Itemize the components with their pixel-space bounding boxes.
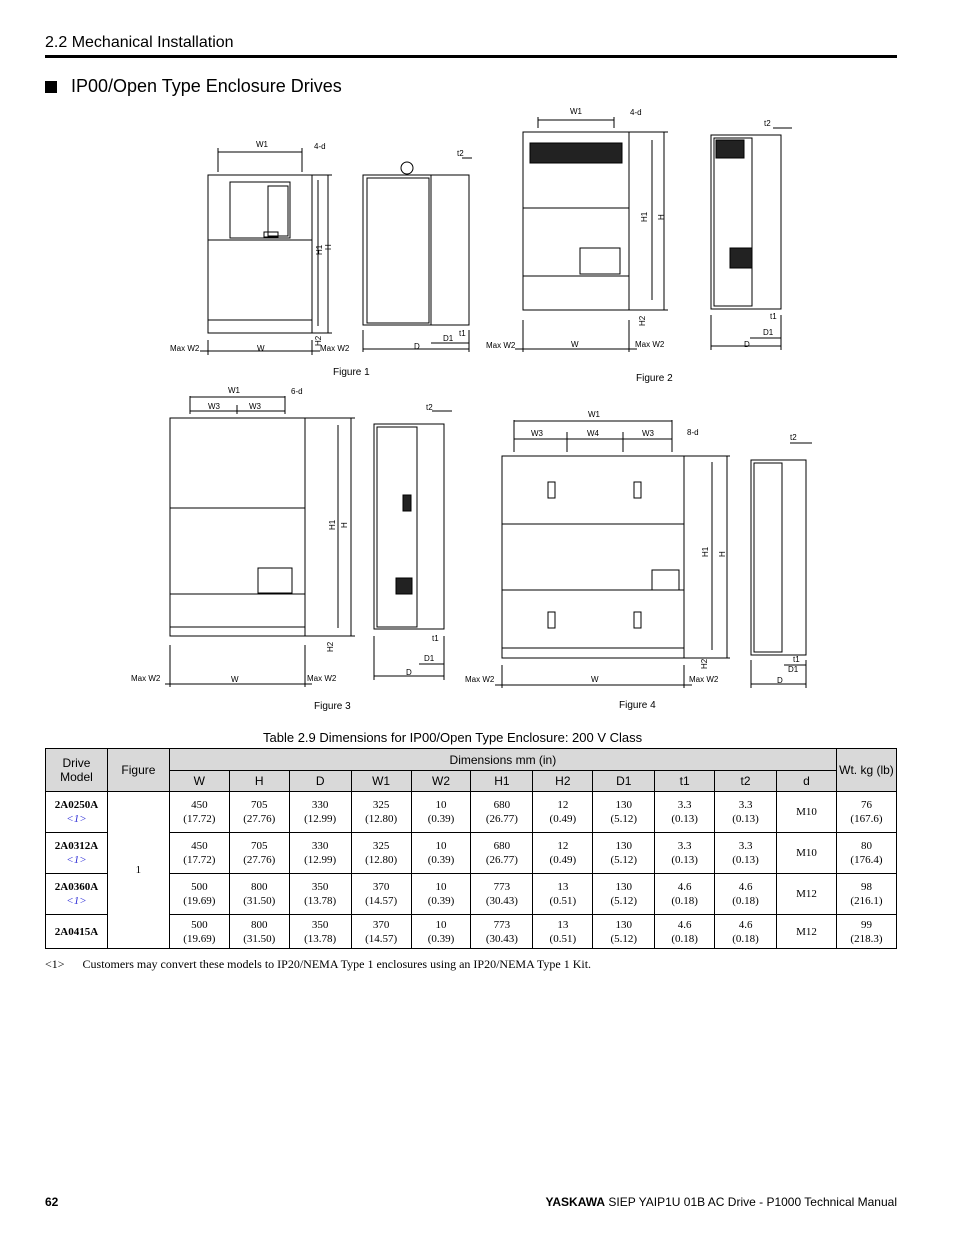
footnote: [45, 957, 591, 972]
header-figure: Figure: [107, 749, 169, 792]
dimension-mm: 800: [251, 918, 268, 931]
dimension-in: (13.78): [304, 895, 337, 907]
drive-model: 2A0360A: [54, 881, 99, 893]
fig2-maxw2-right: Max W2: [635, 340, 665, 349]
dimension-mm: 3.3: [738, 799, 753, 811]
dimension-in: (31.50): [243, 932, 276, 945]
dimension-mm: 13: [557, 881, 569, 893]
dimension-in: (5.12): [610, 854, 638, 866]
drive-model: 2A0312A: [54, 840, 99, 852]
dimension-mm: 370: [372, 918, 390, 931]
header-t1: t1: [655, 771, 715, 792]
dimension-in: (0.49): [549, 854, 577, 866]
header-w1: W1: [351, 771, 411, 792]
header-dimensions: Dimensions mm (in): [169, 749, 836, 771]
fig3-h-label: H: [340, 522, 349, 528]
fig1-t1-label: t1: [459, 329, 466, 338]
fig3-w3-left: W3: [208, 402, 220, 411]
dimension-cell: [169, 874, 229, 915]
fig2-w1-label: W1: [570, 107, 582, 116]
dimension-cell: [471, 874, 533, 915]
dimension-in: (26.77): [485, 813, 518, 825]
dimension-cell: [351, 915, 411, 949]
dimension-in: (0.18): [732, 895, 759, 907]
fig4-d1-label: D1: [788, 665, 799, 674]
bolt-size-cell: M12: [777, 915, 837, 949]
fig4-h-label: H: [718, 551, 727, 557]
dimension-cell: [655, 833, 715, 874]
dimension-cell: [533, 833, 593, 874]
dimension-cell: [289, 874, 351, 915]
fig2-maxw2-left: Max W2: [486, 341, 516, 350]
dimension-in: (0.49): [549, 813, 577, 825]
dimension-in: (5.12): [610, 813, 638, 825]
drive-model: 2A0250A: [54, 799, 99, 811]
dimension-in: (17.72): [183, 813, 216, 825]
weight-lb: (218.3): [850, 932, 883, 945]
dimension-cell: [533, 792, 593, 833]
fig3-d1-label: D1: [424, 654, 435, 663]
dimension-mm: 325: [372, 840, 390, 852]
dimension-in: (0.13): [671, 813, 698, 825]
dimension-in: (0.18): [671, 932, 698, 945]
dimension-mm: 130: [615, 799, 632, 811]
fig2-4d-label: 4-d: [630, 108, 642, 117]
dimension-cell: [411, 792, 471, 833]
dimension-mm: 10: [435, 799, 447, 811]
page-number: 62: [45, 1195, 59, 1209]
fig1-h-label: H: [324, 244, 333, 250]
fig3-t1-label: t1: [432, 634, 439, 643]
fig3-d-label: D: [406, 668, 412, 677]
fig1-maxw2-left: Max W2: [170, 344, 200, 353]
dimension-mm: 773: [493, 918, 511, 931]
dimension-cell: [655, 874, 715, 915]
figure-2-caption: Figure 2: [636, 373, 673, 384]
fig2-t1-label: t1: [770, 312, 777, 321]
model-note-link[interactable]: <1>: [66, 895, 87, 907]
dimension-mm: 773: [493, 881, 511, 893]
dimension-in: (5.12): [610, 932, 638, 945]
header-d: D: [289, 771, 351, 792]
dimension-cell: [715, 833, 777, 874]
fig3-w-label: W: [231, 675, 239, 684]
fig4-h1-label: H1: [701, 546, 710, 557]
fig3-maxw2-left: Max W2: [131, 674, 161, 683]
table-caption: Table 2.9 Dimensions for IP00/Open Type Enclosure: 200 V Class: [263, 730, 643, 745]
table-row: [46, 874, 897, 915]
dimension-in: (0.39): [427, 813, 455, 825]
figure-1-drawing: [200, 148, 472, 355]
dimension-cell: [471, 915, 533, 949]
figure-3-drawing: [165, 396, 452, 687]
dimension-in: (0.39): [427, 895, 455, 907]
dimension-mm: 450: [191, 840, 208, 852]
dimension-cell: [715, 874, 777, 915]
dimension-mm: 130: [615, 881, 632, 893]
dimension-cell: [411, 833, 471, 874]
dimension-mm: 350: [311, 918, 329, 931]
dimension-cell: [411, 915, 471, 949]
dimension-cell: [351, 792, 411, 833]
footer-brand: YASKAWA: [545, 1195, 606, 1209]
dimension-cell: [533, 874, 593, 915]
dimension-mm: 680: [493, 840, 511, 852]
section-title: 2.2 Mechanical Installation: [45, 34, 234, 51]
dimension-mm: 4.6: [677, 881, 692, 893]
weight-cell: [836, 874, 896, 915]
dimension-mm: 10: [435, 840, 447, 852]
fig4-w1-label: W1: [588, 410, 600, 419]
dimension-in: (5.12): [610, 895, 638, 907]
fig3-h1-label: H1: [328, 519, 337, 530]
dimension-cell: [715, 915, 777, 949]
fig4-d-label: D: [777, 676, 783, 685]
fig2-d-label: D: [744, 340, 750, 349]
dimension-in: (14.57): [365, 932, 398, 945]
fig4-t1-label: t1: [793, 655, 800, 664]
dimension-mm: 370: [372, 881, 390, 893]
dimension-mm: 4.6: [738, 881, 753, 893]
bolt-size-cell: M10: [777, 792, 837, 833]
dimension-in: (19.69): [183, 932, 216, 945]
header-w2: W2: [411, 771, 471, 792]
fig1-w1-label: W1: [256, 140, 268, 149]
dimension-in: (27.76): [243, 813, 276, 825]
dimension-in: (0.39): [427, 932, 455, 945]
fig3-t2-label: t2: [426, 403, 433, 412]
fig4-w3-left: W3: [531, 429, 543, 438]
fig4-maxw2-left: Max W2: [465, 675, 495, 684]
table-row: [46, 915, 897, 949]
dimension-cell: [229, 915, 289, 949]
weight-cell: [836, 833, 896, 874]
dimension-mm: 800: [251, 881, 268, 893]
dimension-mm: 3.3: [738, 840, 753, 852]
weight-kg: 99: [860, 918, 872, 931]
dimension-in: (13.78): [304, 932, 337, 945]
fig4-w3-right: W3: [642, 429, 654, 438]
fig3-w1-label: W1: [228, 386, 240, 395]
dimension-cell: [655, 915, 715, 949]
fig4-8d-label: 8-d: [687, 428, 699, 437]
dimension-mm: 4.6: [738, 918, 753, 931]
fig2-d1-label: D1: [763, 328, 774, 337]
dimension-in: (30.43): [485, 895, 518, 907]
dimension-in: (30.43): [485, 932, 518, 945]
drive-model-cell: [46, 792, 108, 833]
dimension-in: (12.80): [365, 813, 398, 825]
header-t2: t2: [715, 771, 777, 792]
weight-cell: [836, 915, 896, 949]
weight-kg: 98: [860, 881, 872, 893]
fig2-t2-label: t2: [764, 119, 771, 128]
dimension-cell: [351, 874, 411, 915]
dimension-mm: 330: [311, 840, 329, 852]
dimension-mm: 500: [191, 918, 208, 931]
dimension-in: (0.18): [732, 932, 759, 945]
figure-3-caption: Figure 3: [314, 701, 351, 712]
dimension-cell: [593, 874, 655, 915]
fig1-d1-label: D1: [443, 334, 454, 343]
dimension-mm: 12: [557, 840, 569, 852]
fig4-maxw2-right: Max W2: [689, 675, 719, 684]
dimension-cell: [655, 792, 715, 833]
dimension-in: (0.13): [732, 813, 759, 825]
dimension-in: (26.77): [485, 854, 518, 866]
header-drive-model: Drive Model: [46, 749, 108, 792]
subsection-title-text: IP00/Open Type Enclosure Drives: [71, 76, 342, 96]
dimension-mm: 350: [311, 881, 329, 893]
fig2-h-label: H: [657, 214, 666, 220]
weight-lb: (216.1): [850, 895, 883, 907]
dimension-mm: 3.3: [677, 799, 692, 811]
figure-4-drawing: [495, 420, 812, 688]
dimension-cell: [289, 833, 351, 874]
dimension-in: (12.99): [304, 813, 337, 825]
model-note-link[interactable]: <1>: [66, 854, 87, 866]
header-bolt-d: d: [777, 771, 837, 792]
header-h2: H2: [533, 771, 593, 792]
dimension-in: (0.51): [549, 895, 577, 907]
dimension-mm: 450: [191, 799, 208, 811]
dimension-mm: 500: [191, 881, 208, 893]
dimension-mm: 10: [435, 881, 447, 893]
fig2-h2-label: H2: [638, 315, 647, 326]
fig1-maxw2-right: Max W2: [320, 344, 350, 353]
dimension-cell: [229, 833, 289, 874]
drive-model-cell: [46, 874, 108, 915]
dimension-in: (17.72): [183, 854, 216, 866]
dimension-mm: 13: [557, 918, 569, 931]
drive-model-cell: [46, 915, 108, 949]
dimension-cell: [169, 792, 229, 833]
dimension-mm: 10: [435, 918, 447, 931]
dimension-cell: [471, 792, 533, 833]
dimension-in: (0.13): [671, 854, 698, 866]
dimension-mm: 4.6: [677, 918, 692, 931]
dimension-mm: 325: [372, 799, 390, 811]
dimension-in: (12.99): [304, 854, 337, 866]
weight-lb: (167.6): [850, 813, 883, 825]
fig3-maxw2-right: Max W2: [307, 674, 337, 683]
dimension-in: (12.80): [365, 854, 398, 866]
dimension-cell: [593, 915, 655, 949]
dimension-cell: [593, 833, 655, 874]
dimension-mm: 12: [557, 799, 569, 811]
figure-cell: 1: [107, 792, 169, 949]
dimension-cell: [289, 915, 351, 949]
fig4-t2-label: t2: [790, 433, 797, 442]
fig1-h1-label: H1: [315, 244, 324, 255]
weight-cell: [836, 792, 896, 833]
dimension-cell: [229, 874, 289, 915]
figure-1-caption: Figure 1: [333, 367, 370, 378]
fig4-h2-label: H2: [700, 658, 709, 669]
dimension-in: (31.50): [243, 895, 276, 907]
fig3-w3-right: W3: [249, 402, 261, 411]
footnote-text: Customers may convert these models to IP20/NEMA Type 1 enclosures using an IP20/NEMA Type 1 Kit.: [82, 957, 592, 971]
header-weight: Wt. kg (lb): [836, 749, 896, 792]
header-d1: D1: [593, 771, 655, 792]
footnote-mark: <1>: [45, 957, 65, 971]
dimensions-table: [45, 748, 897, 949]
drive-model: 2A0415A: [54, 925, 99, 938]
footer-manual-title: SIEP YAIP1U 01B AC Drive - P1000 Technical Manual: [608, 1195, 897, 1209]
weight-lb: (176.4): [850, 854, 883, 866]
dimension-mm: 330: [311, 799, 329, 811]
dimension-cell: [351, 833, 411, 874]
fig4-w4-label: W4: [587, 429, 599, 438]
dimension-mm: 680: [493, 799, 511, 811]
fig1-w-label: W: [257, 344, 265, 353]
dimension-cell: [289, 792, 351, 833]
dimension-in: (0.51): [549, 932, 577, 945]
dimension-cell: [471, 833, 533, 874]
fig3-6d-label: 6-d: [291, 387, 303, 396]
dimension-mm: 3.3: [677, 840, 692, 852]
weight-kg: 80: [860, 840, 872, 852]
dimension-mm: 705: [251, 840, 268, 852]
table-row: [46, 833, 897, 874]
fig1-4d-label: 4-d: [314, 142, 326, 151]
weight-kg: 76: [860, 799, 872, 811]
dimension-mm: 705: [251, 799, 268, 811]
fig1-d-label: D: [414, 342, 420, 351]
dimension-mm: 130: [615, 918, 632, 931]
fig3-h2-label: H2: [326, 641, 335, 652]
drive-model-cell: [46, 833, 108, 874]
dimension-cell: [715, 792, 777, 833]
header-h: H: [229, 771, 289, 792]
figure-2-drawing: [515, 117, 792, 352]
dimension-cell: [229, 792, 289, 833]
dimension-cell: [593, 792, 655, 833]
fig1-h2-label: H2: [314, 335, 323, 346]
dimension-cell: [169, 833, 229, 874]
dimension-in: (27.76): [243, 854, 276, 866]
bolt-size-cell: M12: [777, 874, 837, 915]
table-body: [46, 792, 897, 949]
fig2-w-label: W: [571, 340, 579, 349]
dimension-mm: 130: [615, 840, 632, 852]
dimension-cell: [411, 874, 471, 915]
dimension-cell: [533, 915, 593, 949]
dimension-in: (19.69): [183, 895, 216, 907]
figure-4-caption: Figure 4: [619, 700, 656, 711]
footer-manual: [545, 1195, 897, 1209]
dimension-in: (0.18): [671, 895, 698, 907]
header-w: W: [169, 771, 229, 792]
fig4-w-label: W: [591, 675, 599, 684]
table-row: [46, 792, 897, 833]
dimension-in: (0.39): [427, 854, 455, 866]
bolt-size-cell: M10: [777, 833, 837, 874]
dimension-cell: [169, 915, 229, 949]
fig2-h1-label: H1: [640, 211, 649, 222]
header-h1: H1: [471, 771, 533, 792]
model-note-link[interactable]: <1>: [66, 813, 87, 825]
fig1-t2-label: t2: [457, 149, 464, 158]
dimension-in: (14.57): [365, 895, 398, 907]
dimension-in: (0.13): [732, 854, 759, 866]
